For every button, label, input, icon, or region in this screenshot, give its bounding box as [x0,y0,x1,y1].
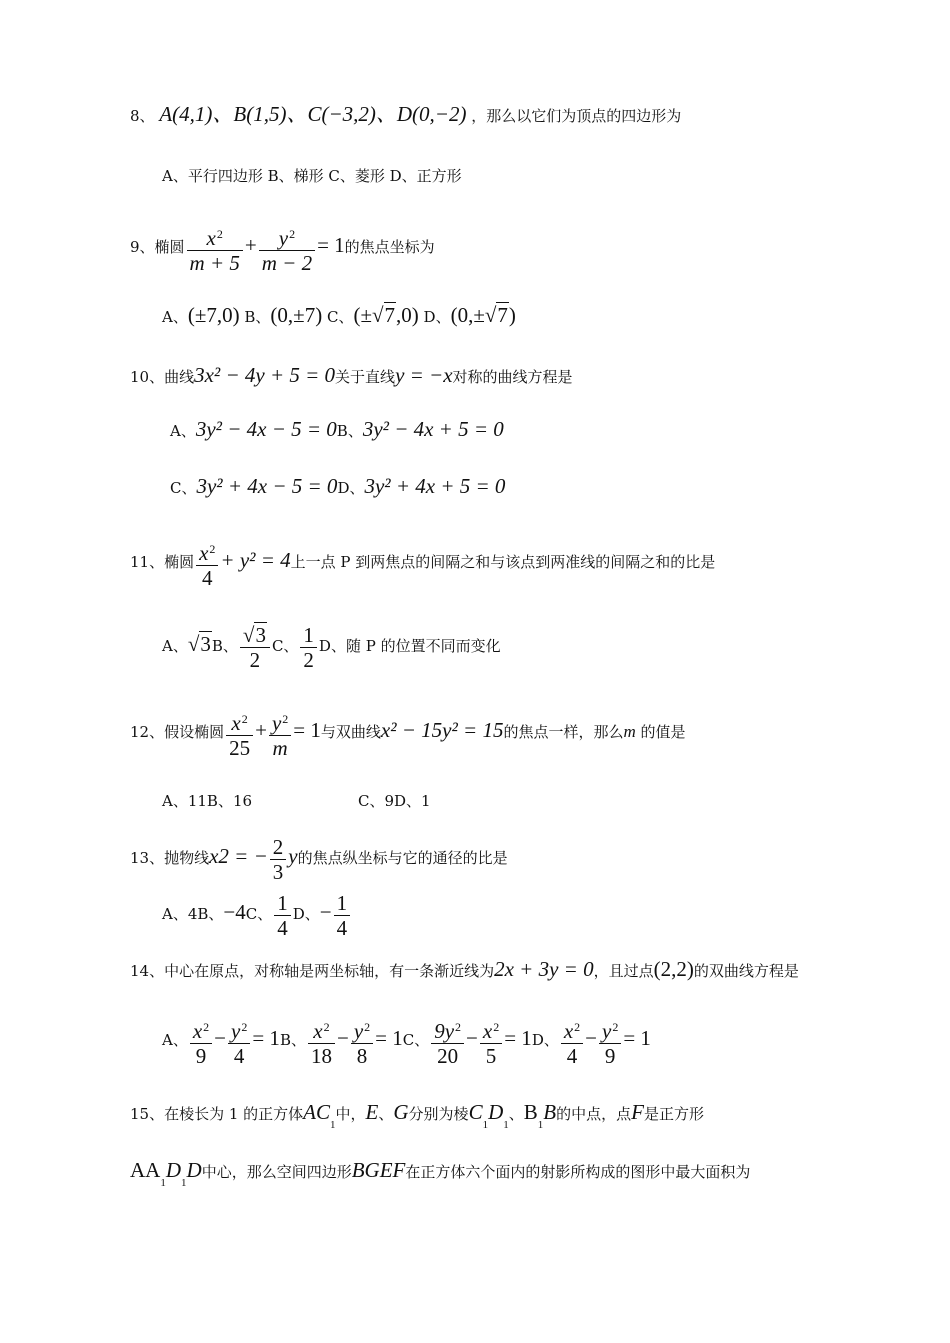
fraction: $\frac{y^2}{m}$ [269,707,291,760]
edge-c1d1: C [468,1100,483,1124]
fraction: $\frac{x^2}{m + 5}$ [187,222,243,275]
question-12-options [162,791,252,811]
question-12: 12、假设椭圆 $\frac{x^2}{25}$ + $\frac{y^2}{m}$ = 1与双曲线x² − 15y² = 15的焦点一样，那么m 的值是 [130,704,686,760]
question-9-options [162,302,516,330]
option-ab-label: A、4B、 [162,905,224,923]
question-12-options-right [358,791,431,811]
parabola-rhs: y [288,844,298,868]
question-number: 15、在棱长为 1 的正方体 [130,1105,304,1123]
square-label: AA [130,1158,161,1182]
fraction: $\frac{x^2}{4}$ [561,1015,583,1068]
question-text: 关于直线 [335,368,396,386]
curve-equation: 3x² − 4y + 5 = 0 [194,363,336,387]
fraction: $\frac{x^2}{4}$ [196,537,218,590]
fraction: $\frac{x^2}{18}$ [308,1015,335,1068]
option-c-label: C、 [402,1031,430,1049]
option-b-value: $\frac{√3}{2}$ [240,623,270,672]
point: (2,2) [653,957,694,981]
question-number: 13、抛物线 [130,849,210,867]
equation-rest: + y² = 4 [220,548,291,572]
options-left: A、11B、16 [162,792,253,810]
option-d-value: 3y² + 4x + 5 = 0 [364,474,506,498]
question-13 [130,830,508,884]
option-d-value: (0,±√7) [450,303,516,327]
option-d-value: $\frac{1}{4}$ [334,891,351,940]
option-c-value: 3y² + 4x − 5 = 0 [196,474,338,498]
question-10-options-cd [170,473,505,501]
question-13-options [162,886,352,940]
option-a-label: A、 [162,308,188,326]
point-g: G [393,1100,409,1124]
question-9: 9、椭圆 $\frac{x^2}{m + 5}$ + $\frac{y^2}{m - 2}$ = 1的焦点坐标为 [130,220,435,275]
line-equation: y = −x [395,363,453,387]
option-d-label: D、 [531,1031,559,1049]
option-c-value: $\frac{1}{4}$ [274,891,291,940]
question-number: 8、 [130,107,155,125]
fraction: $\frac{9y^2}{20}$ [431,1015,464,1068]
question-number: 10、曲线 [130,368,195,386]
question-number: 11、椭圆 [130,553,195,571]
option-c-value: $\frac{1}{2}$ [300,623,317,672]
cube-label: AC [303,1100,331,1124]
question-number: 14、中心在原点，对称轴是两坐标轴，有一条渐近线为 [130,962,495,980]
points-expression: A(4,1)、B(1,5)、C(−3,2)、D(0,−2) [159,102,467,126]
option-c-label: C、 [326,308,354,326]
question-text: 的焦点一样，那么 [503,723,624,741]
question-11-options [162,616,501,674]
option-a-label: A、 [170,422,196,440]
option-d-label: D、随 P 的位置不同而变化 [318,637,501,655]
asymptote-equation: 2x + 3y = 0 [494,957,594,981]
option-a-value: √3 [187,632,211,656]
question-number: 12、假设椭圆 [130,723,225,741]
question-10-options-ab [170,416,504,444]
option-c-label: C、 [170,479,197,497]
option-c-label: C、 [245,905,273,923]
question-14 [130,956,799,984]
fraction: $\frac{y^2}{8}$ [351,1015,373,1068]
question-8-options [162,166,462,186]
option-c-label: C、 [271,637,299,655]
question-text: ，且过点 [593,962,654,980]
option-a-label: A、 [162,637,188,655]
option-b-label: B、 [211,637,238,655]
option-a-value: (±7,0) [187,303,240,327]
question-text: 与双曲线 [320,723,381,741]
fraction: $\frac{x^2}{9}$ [190,1015,212,1068]
options-right: C、9D、1 [358,792,431,810]
question-8 [130,104,681,126]
option-b-value: −4 [223,900,246,924]
fraction: $\frac{x^2}{25}$ [226,707,253,760]
parabola-lhs: x2 = − [209,844,268,868]
question-text: 的焦点纵坐标与它的通径的比是 [297,849,508,867]
option-d-label: D、 [292,905,320,923]
fraction: $\frac{y^2}{4}$ [228,1015,250,1068]
option-d-label: D、 [423,308,451,326]
question-number: 9、椭圆 [130,238,185,256]
point-e: E [365,1100,379,1124]
question-text: 上一点 P 到两焦点的间隔之和与该点到两准线的间隔之和的比是 [290,553,716,571]
question-text: 的焦点坐标为 [344,238,435,256]
point-f: F [631,1100,644,1124]
equals-one: = 1 [293,718,321,742]
option-d-sign: − [319,900,332,924]
fraction: $\frac{y^2}{m - 2}$ [259,222,315,275]
question-10 [130,362,573,390]
option-b-value: (0,±7) [270,303,323,327]
question-14-options: A、 $\frac{x^2}{9}$ − $\frac{y^2}{4}$ = 1B、 $\frac{x^2}{18}$ − $\frac{y^2}{8}$ = 1C、 $\frac{9y^2}{20}$ − $\frac{x^2}{5}$ = 1D、 $\frac{x^2}{4}$ − $\frac{y^2}{9}$ = 1 [162,1012,651,1068]
quadrilateral-label: BGEF [351,1158,406,1182]
fraction: $\frac{x^2}{5}$ [480,1015,502,1068]
edge-b1b: B [523,1100,538,1124]
question-text: 的双曲线方程是 [693,962,799,980]
fraction: $\frac{2}{3}$ [270,835,287,884]
option-d-label: D、 [337,479,365,497]
option-c-value: (±√7,0) [353,303,419,327]
hyperbola-equation: x² − 15y² = 15 [380,718,504,742]
question-15: 15、在棱长为 1 的正方体$AC_1$中，E、G分别为棱$C_1D_1$、$B_1B$的中点，点F是正方形 [130,1100,704,1131]
option-a-value: 3y² − 4x − 5 = 0 [195,417,337,441]
option-b-label: B、 [336,422,363,440]
question-15-continued: $AA_1D_1D$中心，那么空间四边形BGEF在正方体六个面内的射影所构成的图形中最大面积为 [130,1158,751,1189]
question-text: 对称的曲线方程是 [452,368,573,386]
fraction: $\frac{y^2}{9}$ [599,1015,621,1068]
variable-m: m [623,722,636,741]
question-11 [130,534,715,590]
question-text: ，那么以它们为顶点的四边形为 [471,107,682,125]
option-b-label: B、 [279,1031,306,1049]
option-b-label: B、 [244,308,271,326]
option-b-value: 3y² − 4x + 5 = 0 [362,417,504,441]
equals-one: = 1 [317,233,345,257]
options-text: A、平行四边形 B、梯形 C、菱形 D、正方形 [162,167,462,185]
question-text: 的值是 [635,723,686,741]
option-a-label: A、 [162,1031,188,1049]
